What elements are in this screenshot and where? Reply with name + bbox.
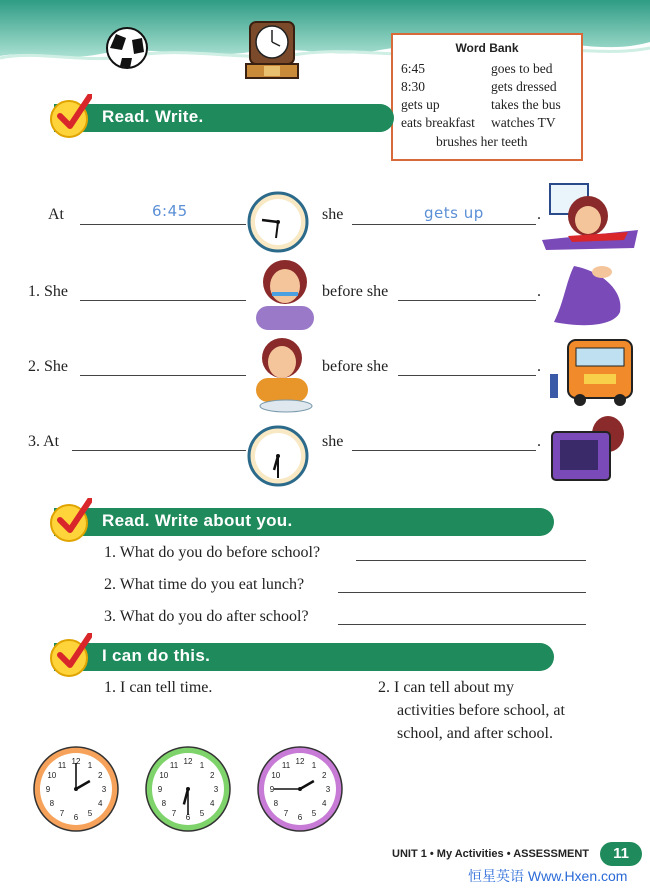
clock-numeral: 7 xyxy=(171,809,177,819)
checkmark-icon xyxy=(50,504,88,542)
item-2-mid: before she xyxy=(322,358,389,375)
example-time-answer: 6:45 xyxy=(152,202,188,220)
example-at: At xyxy=(48,206,64,223)
clock-numeral: 4 xyxy=(209,799,215,808)
item-2-answer-line-a[interactable] xyxy=(80,375,246,376)
question-2-answer-line[interactable] xyxy=(338,592,586,593)
clock-numeral: 4 xyxy=(97,799,103,808)
clock-numeral: 1 xyxy=(199,760,205,770)
clock-numeral: 8 xyxy=(161,799,167,808)
item-1-label: 1. She xyxy=(28,283,68,300)
clock-numeral: 10 xyxy=(271,771,281,780)
clock-numeral: 6 xyxy=(185,813,191,822)
clock-numeral: 10 xyxy=(159,771,169,780)
soccer-ball-icon xyxy=(104,26,150,70)
girl-eating-breakfast-illustration xyxy=(242,334,322,414)
can-do-2-line-2: activities before school, at xyxy=(397,702,565,719)
word-bank-entry: watches TV xyxy=(491,115,556,130)
item-3-end: . xyxy=(537,433,541,450)
clock-numeral: 2 xyxy=(209,771,215,780)
section-title: Read. Write about you. xyxy=(102,511,293,530)
can-do-2-line-3: school, and after school. xyxy=(397,725,553,742)
section-banner-read-write xyxy=(54,104,394,132)
item-2-answer-line-b[interactable] xyxy=(398,375,536,376)
clock-numeral: 5 xyxy=(199,809,205,819)
clock-numeral: 1 xyxy=(87,760,93,770)
clock-icon xyxy=(138,744,238,834)
getting-dressed-illustration xyxy=(544,262,628,330)
item-3-answer-line-a[interactable] xyxy=(72,450,246,451)
word-bank-entry: eats breakfast xyxy=(401,115,475,130)
clock-numeral: 10 xyxy=(47,771,57,780)
section-title: I can do this. xyxy=(102,646,211,665)
word-bank-entry: gets dressed xyxy=(491,79,557,94)
example-activity-line xyxy=(352,224,536,225)
clock-numeral: 8 xyxy=(49,799,55,808)
question-2: 2. What time do you eat lunch? xyxy=(104,576,305,593)
item-1-mid: before she xyxy=(322,283,389,300)
clock-icon xyxy=(246,424,310,488)
example-time-line xyxy=(80,224,246,225)
clock-numeral: 9 xyxy=(45,785,51,794)
word-bank-entry: takes the bus xyxy=(491,97,561,112)
clock-numeral: 7 xyxy=(59,809,65,819)
clock-numeral: 6 xyxy=(297,813,303,822)
word-bank-entry: brushes her teeth xyxy=(436,134,528,149)
section-banner-write-about-you xyxy=(54,508,554,536)
clock-numeral: 6 xyxy=(73,813,79,822)
can-do-1: 1. I can tell time. xyxy=(104,679,213,696)
clock-numeral: 4 xyxy=(321,799,327,808)
mantel-clock-icon xyxy=(244,18,300,82)
word-bank xyxy=(391,33,583,161)
item-2-end: . xyxy=(537,358,541,375)
clock-icon xyxy=(246,190,310,254)
can-do-2-line-1: 2. I can tell about my xyxy=(378,679,514,696)
word-bank-entry: 6:45 xyxy=(401,61,426,76)
section-banner-i-can-do-this xyxy=(54,643,554,671)
clock-numeral: 11 xyxy=(169,760,179,770)
question-3-answer-line[interactable] xyxy=(338,624,586,625)
item-3-mid: she xyxy=(322,433,344,450)
question-1: 1. What do you do before school? xyxy=(104,544,321,561)
clock-numeral: 2 xyxy=(321,771,327,780)
clock-numeral: 9 xyxy=(269,785,275,794)
page-number: 11 xyxy=(613,845,629,862)
clock-numeral: 8 xyxy=(273,799,279,808)
clock-numeral: 3 xyxy=(325,785,331,794)
word-bank-entry: goes to bed xyxy=(491,61,553,76)
clock-numeral: 5 xyxy=(311,809,317,819)
clock-numeral: 7 xyxy=(283,809,289,819)
school-bus-illustration xyxy=(544,334,636,410)
clock-icon xyxy=(250,744,350,834)
watermark: 恒星英语 Www.Hxen.com xyxy=(468,868,628,884)
clock-numeral: 3 xyxy=(101,785,107,794)
clock-icon xyxy=(26,744,126,834)
word-bank-entry: gets up xyxy=(401,97,440,112)
clock-numeral: 1 xyxy=(311,760,317,770)
example-period: . xyxy=(537,206,541,223)
word-bank-title: Word Bank xyxy=(455,41,519,55)
clock-numeral: 11 xyxy=(281,760,291,770)
girl-waking-up-illustration xyxy=(538,180,642,252)
item-1-end: . xyxy=(537,283,541,300)
item-1-answer-line-a[interactable] xyxy=(80,300,246,301)
item-3-label: 3. At xyxy=(28,433,60,450)
word-bank-entry: 8:30 xyxy=(401,79,426,94)
clock-numeral: 2 xyxy=(97,771,103,780)
watching-tv-illustration xyxy=(548,414,632,484)
clock-numeral: 3 xyxy=(213,785,219,794)
clock-numeral: 12 xyxy=(295,757,305,766)
girl-brushing-teeth-illustration xyxy=(242,256,328,330)
clock-numeral: 11 xyxy=(57,760,67,770)
clock-numeral: 12 xyxy=(71,757,81,766)
clock-numeral: 12 xyxy=(183,757,193,766)
checkmark-icon xyxy=(50,639,88,677)
footer-unit: UNIT 1 • My Activities • ASSESSMENT xyxy=(392,848,589,860)
item-2-label: 2. She xyxy=(28,358,68,375)
clock-numeral: 5 xyxy=(87,809,93,819)
example-she: she xyxy=(322,206,344,223)
checkmark-icon xyxy=(50,100,88,138)
example-activity-answer: gets up xyxy=(424,204,484,222)
section-title: Read. Write. xyxy=(102,107,204,126)
item-1-answer-line-b[interactable] xyxy=(398,300,536,301)
question-1-answer-line[interactable] xyxy=(356,560,586,561)
question-3: 3. What do you do after school? xyxy=(104,608,309,625)
item-3-answer-line-b[interactable] xyxy=(352,450,536,451)
clock-numeral: 9 xyxy=(157,785,163,794)
